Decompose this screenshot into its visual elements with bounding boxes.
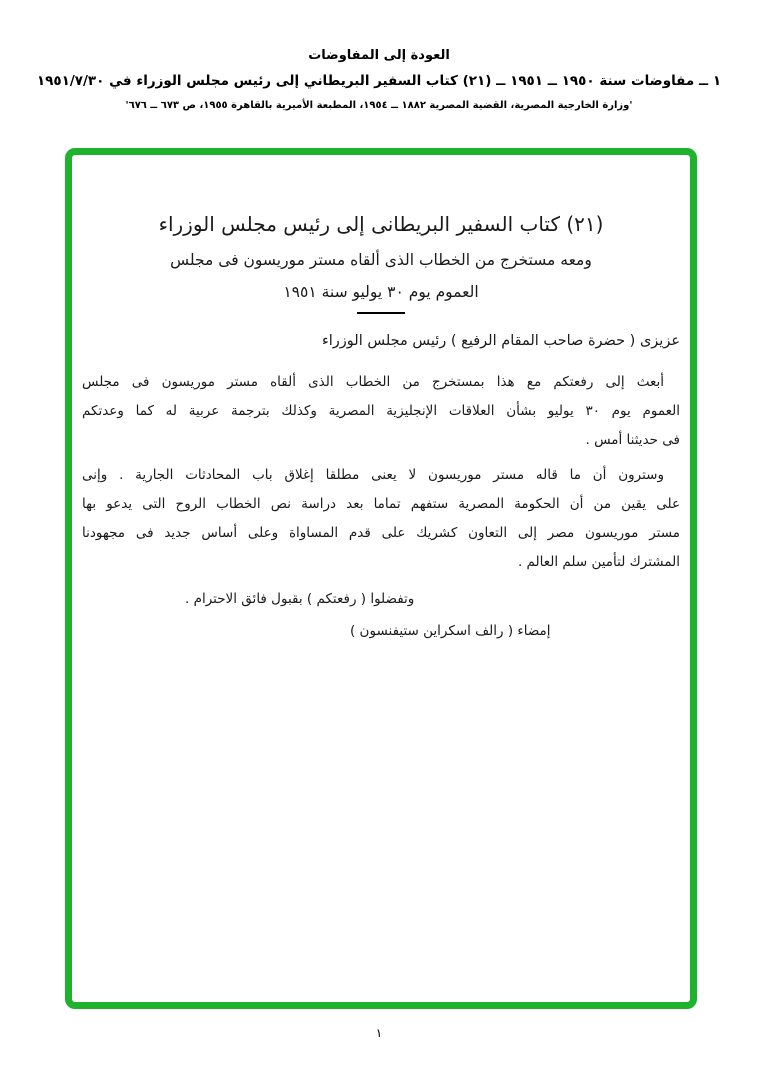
paragraph-line: العموم يوم ٣٠ يوليو بشأن العلاقات الإنجليزية المصرية وكذلك بترجمة عربية له كما وعدتكم — [82, 403, 681, 419]
document-title: (٢١) كتاب السفير البريطانى إلى رئيس مجلس الوزراء — [158, 212, 604, 236]
paragraph-line: وسترون أن ما قاله مستر موريسون لا يعنى مطلقا إغلاق باب المحادثات الجارية . وإنى — [82, 467, 664, 483]
paragraph-2 — [82, 461, 680, 577]
closing-line: وتفضلوا ( رفعتكم ) بقبول فائق الاحترام . — [185, 591, 415, 607]
paragraph-line: أبعث إلى رفعتكم مع هذا بمستخرج من الخطاب الذى ألقاه مستر موريسون فى مجلس — [82, 374, 664, 390]
header-title: العودة إلى المفاوضات — [308, 48, 450, 63]
document-scan — [72, 211, 690, 646]
signature-line: إمضاء ( رالف اسكراين ستيفنسون ) — [350, 623, 551, 639]
page-footer — [0, 1026, 758, 1040]
paragraph-line: على يقين من أن الحكومة المصرية ستفهم تماما بعد دراسة نص الخطاب الروح التى يدعو بها — [82, 496, 680, 512]
paragraph-line: فى حديثنا أمس . — [585, 432, 680, 448]
document-subtitle-line1: ومعه مستخرج من الخطاب الذى ألقاه مستر موريسون فى مجلس — [170, 251, 592, 269]
paragraph-1 — [82, 368, 680, 455]
paragraph-line: مستر موريسون مصر إلى التعاون كشريك على قدم المساواة وعلى أساس جديد فى مجهودنا — [82, 525, 680, 541]
paragraph-line: المشترك لتأمين سلم العالم . — [517, 554, 680, 570]
divider-rule — [357, 312, 405, 314]
signature-line-wrap — [82, 617, 680, 646]
document-frame — [65, 148, 697, 1009]
closing-line-wrap — [82, 585, 680, 614]
page-header — [0, 48, 758, 112]
page-number: ١ — [375, 1026, 383, 1040]
document-subtitle-line2: العموم يوم ٣٠ يوليو سنة ١٩٥١ — [283, 283, 479, 301]
header-source-citation: 'وزارة الخارجية المصرية، القضية المصرية ١٨٨٢ ــ ١٩٥٤، المطبعة الأميرية بالقاهرة ١٩٥٥، ص ٦٧٣ ــ ٦٧٦' — [125, 100, 633, 111]
salutation-line: عزيزى ( حضرة صاحب المقام الرفيع ) رئيس مجلس الوزراء — [321, 333, 680, 349]
header-subtitle: ١ ــ مفاوضات سنة ١٩٥٠ ــ ١٩٥١ ــ (٢١) كتاب السفير البريطاني إلى رئيس مجلس الوزراء في ١٩٥١/٧/٣٠ — [36, 73, 722, 89]
